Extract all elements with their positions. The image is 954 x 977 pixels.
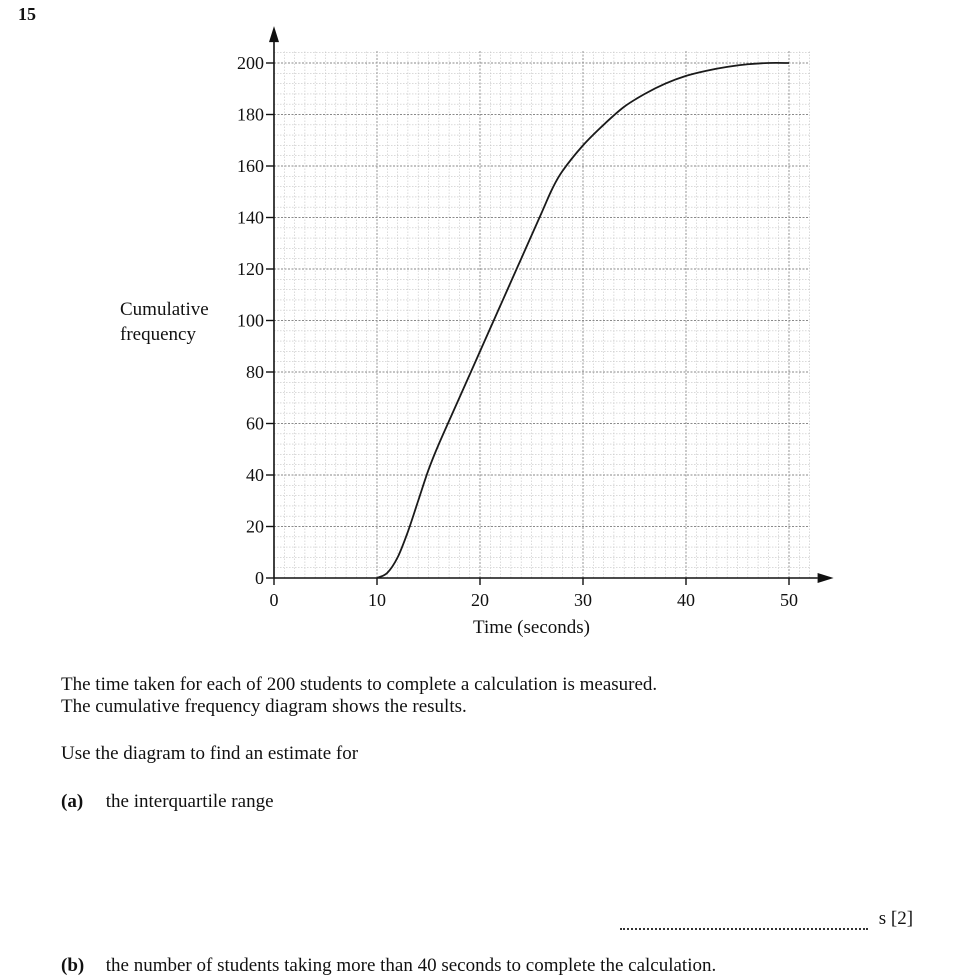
answer-line-a [620, 908, 913, 930]
y-tick-label-160: 160 [237, 156, 264, 176]
intro-line-2: The cumulative frequency diagram shows the results. [61, 696, 467, 717]
part-b [61, 955, 716, 977]
y-tick-label-40: 40 [246, 465, 264, 485]
intro-line-1: The time taken for each of 200 students to complete a calculation is measured. [61, 674, 658, 695]
question-intro [61, 674, 657, 718]
part-a-text: the interquartile range [105, 791, 274, 812]
y-axis-label-line2: frequency [120, 324, 196, 345]
y-tick-label-100: 100 [237, 310, 264, 331]
x-tick-label-40: 40 [677, 590, 695, 610]
x-tick-label-0: 0 [269, 590, 279, 610]
part-a-letter: (a) [61, 791, 84, 812]
answer-a-unit: s [878, 908, 887, 929]
y-tick-label-140: 140 [237, 207, 264, 228]
y-tick-label-20: 20 [246, 516, 264, 537]
x-tick-label-50: 50 [780, 590, 798, 610]
question-number: 15 [18, 4, 36, 24]
x-tick-label-30: 30 [574, 590, 592, 610]
x-tick-label-10: 10 [368, 590, 386, 610]
question-prompt: Use the diagram to find an estimate for [61, 743, 359, 764]
y-tick-label-80: 80 [246, 362, 264, 382]
y-tick-label-200: 200 [237, 53, 264, 73]
y-tick-label-120: 120 [237, 259, 264, 279]
y-axis-arrow [269, 26, 279, 42]
answer-a-marks: [2] [890, 908, 914, 929]
part-a [61, 791, 274, 813]
y-axis-label-line1: Cumulative [120, 299, 209, 320]
answer-a-input[interactable] [620, 912, 868, 930]
part-b-letter: (b) [61, 955, 85, 976]
part-b-text: the number of students taking more than 40 seconds to complete the calculation. [105, 955, 717, 976]
x-axis-label: Time (seconds) [473, 617, 590, 638]
y-tick-label-0: 0 [255, 568, 264, 588]
x-axis-arrow [818, 573, 834, 583]
y-tick-label-180: 180 [237, 104, 264, 125]
x-tick-label-20: 20 [471, 590, 489, 610]
y-tick-label-60: 60 [246, 413, 264, 434]
